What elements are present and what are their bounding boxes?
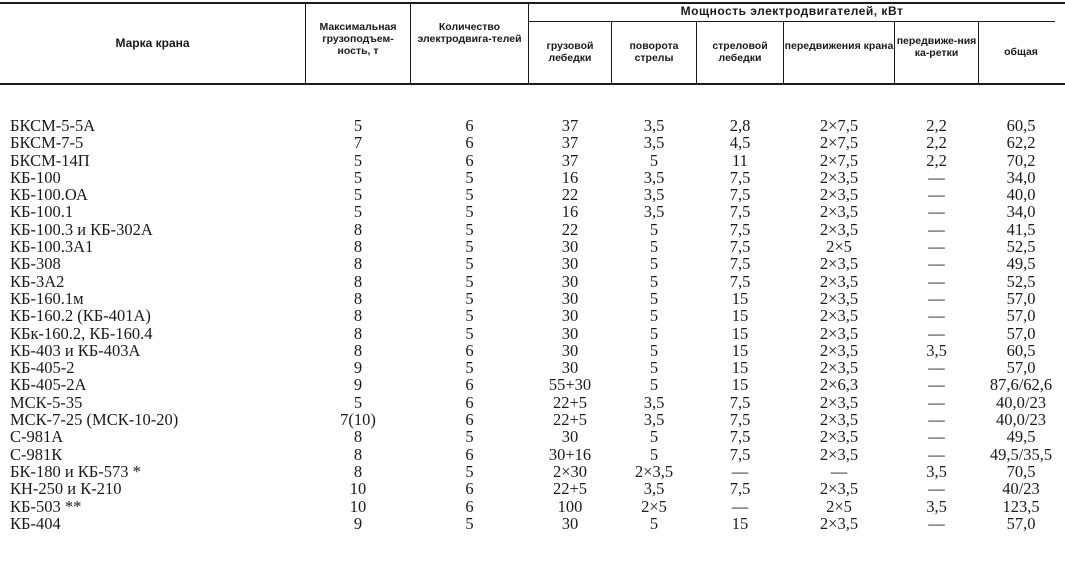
cell-trolley-travel: — xyxy=(928,479,945,499)
cell-trolley-travel: 3,5 xyxy=(926,461,947,481)
table-row xyxy=(0,307,1065,324)
cell-boom-rotation: 5 xyxy=(649,237,659,257)
cell-capacity: 5 xyxy=(353,116,363,135)
cell-brand: КБ-503 ** xyxy=(10,496,82,516)
cell-motor-count: 5 xyxy=(465,288,474,308)
cell-brand: КБ-308 xyxy=(10,254,61,274)
cell-brand: БК-180 и КБ-573 * xyxy=(10,461,141,481)
table-row xyxy=(0,394,1065,411)
cell-trolley-travel: — xyxy=(928,185,945,205)
cell-cargo-winch: 55+30 xyxy=(548,375,592,395)
cell-capacity: 5 xyxy=(353,202,363,222)
cell-motor-count: 6 xyxy=(465,116,474,135)
cell-boom-winch: 15 xyxy=(731,323,749,343)
cell-brand: БКСМ-7-5 xyxy=(10,133,84,153)
cell-trolley-travel: — xyxy=(928,271,945,291)
header-boom-winch: стреловой лебедки xyxy=(712,40,768,64)
cell-crane-travel: 2×3,5 xyxy=(819,185,859,205)
column-divider xyxy=(783,22,784,83)
cell-trolley-travel: — xyxy=(928,167,945,187)
header-total: общая xyxy=(1004,46,1038,58)
cell-cargo-winch: 16 xyxy=(561,167,579,187)
cell-crane-travel: 2×3,5 xyxy=(819,288,859,308)
table-row xyxy=(0,186,1065,203)
cell-crane-travel: 2×3,5 xyxy=(819,271,859,291)
cell-motor-count: 6 xyxy=(465,496,474,516)
cell-motor-count: 5 xyxy=(465,306,474,326)
cell-motor-count: 5 xyxy=(465,167,474,187)
table-row xyxy=(0,411,1065,428)
cell-cargo-winch: 16 xyxy=(561,202,579,222)
cell-crane-travel: 2×3,5 xyxy=(819,479,859,499)
cell-crane-travel: 2×3,5 xyxy=(819,392,859,412)
cell-trolley-travel: — xyxy=(928,444,945,464)
cell-crane-travel: 2×3,5 xyxy=(819,340,859,360)
cell-boom-rotation: 3,5 xyxy=(643,133,665,153)
cell-boom-rotation: 5 xyxy=(649,306,659,326)
cell-boom-winch: 7,5 xyxy=(729,237,751,257)
cell-trolley-travel: 2,2 xyxy=(926,133,947,153)
cell-cargo-winch: 100 xyxy=(557,496,583,516)
table-row xyxy=(0,169,1065,186)
cell-brand: КН-250 и К-210 xyxy=(10,479,122,499)
cell-total: 87,6/62,6 xyxy=(989,375,1053,395)
cell-motor-count: 5 xyxy=(465,271,474,291)
cell-brand: БКСМ-14П xyxy=(10,150,90,170)
cell-cargo-winch: 37 xyxy=(561,133,579,153)
cell-total: 70,2 xyxy=(1006,150,1036,170)
cell-total: 57,0 xyxy=(1006,306,1036,326)
table-row xyxy=(0,255,1065,272)
cell-brand: КБ-100 xyxy=(10,167,61,187)
cell-boom-winch: 11 xyxy=(732,150,748,170)
table-row xyxy=(0,515,1065,532)
cell-capacity: 9 xyxy=(353,358,363,378)
cell-motor-count: 6 xyxy=(465,479,474,499)
cell-motor-count: 6 xyxy=(465,444,474,464)
crane-table-body xyxy=(0,117,1065,532)
header-bottom-rule xyxy=(0,83,1065,85)
cell-crane-travel: 2×3,5 xyxy=(819,358,859,378)
cell-boom-winch: 7,5 xyxy=(729,167,751,187)
cell-cargo-winch: 22+5 xyxy=(552,392,588,412)
table-row xyxy=(0,238,1065,255)
cell-boom-rotation: 3,5 xyxy=(643,185,665,205)
cell-crane-travel: 2×3,5 xyxy=(819,306,859,326)
table-row xyxy=(0,203,1065,220)
cell-boom-rotation: 2×5 xyxy=(641,496,667,516)
table-row xyxy=(0,290,1065,307)
cell-boom-winch: 15 xyxy=(731,358,749,378)
cell-capacity: 8 xyxy=(353,461,363,481)
cell-crane-travel: 2×7,5 xyxy=(819,133,859,153)
cell-motor-count: 5 xyxy=(465,202,474,222)
cell-capacity: 8 xyxy=(353,427,363,447)
cell-boom-winch: 7,5 xyxy=(729,254,751,274)
cell-cargo-winch: 37 xyxy=(561,116,579,135)
table-row xyxy=(0,463,1065,480)
cell-boom-winch: 7,5 xyxy=(729,219,751,239)
cell-capacity: 9 xyxy=(353,513,363,533)
cell-motor-count: 5 xyxy=(465,513,474,533)
cell-trolley-travel: 3,5 xyxy=(926,340,947,360)
cell-trolley-travel: — xyxy=(928,219,945,239)
cell-total: 40/23 xyxy=(1002,479,1040,499)
cell-total: 41,5 xyxy=(1006,219,1036,239)
table-row xyxy=(0,134,1065,151)
cell-capacity: 5 xyxy=(353,185,363,205)
cell-brand: КБ-100.3А1 xyxy=(10,237,94,257)
cell-cargo-winch: 30 xyxy=(561,427,579,447)
cell-brand: МСК-5-35 xyxy=(10,392,83,412)
cell-capacity: 8 xyxy=(353,219,363,239)
cell-capacity: 7 xyxy=(353,133,363,153)
table-row xyxy=(0,342,1065,359)
cell-total: 123,5 xyxy=(1002,496,1040,516)
cell-motor-count: 5 xyxy=(465,219,474,239)
table-row xyxy=(0,273,1065,290)
cell-boom-rotation: 5 xyxy=(649,288,659,308)
cell-crane-travel: 2×3,5 xyxy=(819,254,859,274)
cell-total: 57,0 xyxy=(1006,513,1036,533)
cell-trolley-travel: — xyxy=(928,358,945,378)
table-row xyxy=(0,152,1065,169)
table-row xyxy=(0,221,1065,238)
cell-trolley-travel: — xyxy=(928,323,945,343)
cell-total: 49,5 xyxy=(1006,254,1036,274)
cell-boom-winch: 15 xyxy=(731,340,749,360)
cell-boom-rotation: 5 xyxy=(649,444,659,464)
cell-total: 40,0 xyxy=(1006,185,1036,205)
cell-trolley-travel: — xyxy=(928,513,945,533)
cell-boom-rotation: 5 xyxy=(649,513,659,533)
cell-capacity: 5 xyxy=(353,150,363,170)
cell-brand: БКСМ-5-5А xyxy=(10,116,96,135)
cell-capacity: 8 xyxy=(353,444,363,464)
cell-brand: КБ-160.1м xyxy=(10,288,84,308)
table-row xyxy=(0,428,1065,445)
cell-trolley-travel: — xyxy=(928,375,945,395)
cell-boom-winch: — xyxy=(731,496,749,516)
header-capacity: Максимальная грузоподъем-ность, т xyxy=(319,21,397,57)
cell-total: 34,0 xyxy=(1006,167,1036,187)
cell-cargo-winch: 22+5 xyxy=(552,410,588,430)
cell-crane-travel: 2×3,5 xyxy=(819,427,859,447)
cell-boom-winch: 4,5 xyxy=(729,133,751,153)
cell-total: 57,0 xyxy=(1006,288,1036,308)
cell-trolley-travel: — xyxy=(928,254,945,274)
table-row xyxy=(0,446,1065,463)
cell-boom-rotation: 5 xyxy=(649,219,659,239)
cell-capacity: 10 xyxy=(349,479,367,499)
cell-brand: КБ-100.1 xyxy=(10,202,74,222)
cell-motor-count: 5 xyxy=(465,323,474,343)
cell-trolley-travel: 2,2 xyxy=(926,150,947,170)
cell-motor-count: 6 xyxy=(465,410,474,430)
cell-crane-travel: 2×5 xyxy=(826,237,852,257)
cell-boom-rotation: 5 xyxy=(649,150,659,170)
cell-brand: КБ-100.ОА xyxy=(10,185,88,205)
cell-capacity: 8 xyxy=(353,323,363,343)
cell-crane-travel: 2×3,5 xyxy=(819,202,859,222)
cell-cargo-winch: 30+16 xyxy=(548,444,592,464)
cell-boom-rotation: 5 xyxy=(649,427,659,447)
cell-total: 57,0 xyxy=(1006,358,1036,378)
header-power-group: Мощность электродвигателей, кВт xyxy=(680,4,904,18)
cell-crane-travel: 2×3,5 xyxy=(819,323,859,343)
cell-cargo-winch: 30 xyxy=(561,358,579,378)
table-row xyxy=(0,117,1065,134)
cell-trolley-travel: — xyxy=(928,237,945,257)
cell-trolley-travel: — xyxy=(928,427,945,447)
cell-capacity: 8 xyxy=(353,306,363,326)
table-row xyxy=(0,325,1065,342)
cell-crane-travel: 2×6,3 xyxy=(819,375,859,395)
header-crane-travel: передвижения крана xyxy=(784,40,894,52)
table-row xyxy=(0,480,1065,497)
cell-motor-count: 6 xyxy=(465,340,474,360)
cell-boom-winch: 15 xyxy=(731,306,749,326)
cell-boom-rotation: 5 xyxy=(649,254,659,274)
cell-total: 40,0/23 xyxy=(996,410,1046,430)
cell-capacity: 5 xyxy=(353,392,363,412)
cell-boom-winch: — xyxy=(731,461,749,481)
cell-motor-count: 5 xyxy=(465,185,474,205)
cell-boom-winch: 7,5 xyxy=(729,479,751,499)
cell-motor-count: 6 xyxy=(465,150,474,170)
cell-crane-travel: 2×3,5 xyxy=(819,513,859,533)
cell-cargo-winch: 30 xyxy=(561,306,579,326)
cell-trolley-travel: — xyxy=(928,288,945,308)
cell-brand: КБ-100.3 и КБ-302А xyxy=(10,219,153,239)
table-row xyxy=(0,376,1065,393)
cell-motor-count: 5 xyxy=(465,237,474,257)
cell-boom-rotation: 5 xyxy=(649,271,659,291)
cell-total: 62,2 xyxy=(1006,133,1036,153)
cell-brand: КБ-160.2 (КБ-401А) xyxy=(10,306,151,326)
cell-capacity: 8 xyxy=(353,340,363,360)
cell-brand: КБ-3А2 xyxy=(10,271,65,291)
cell-crane-travel: — xyxy=(830,461,848,481)
cell-capacity: 8 xyxy=(353,254,363,274)
cell-boom-rotation: 3,5 xyxy=(643,116,665,135)
cell-crane-travel: 2×7,5 xyxy=(819,116,859,135)
header-motor-count: Количество электродвига-телей xyxy=(417,21,522,45)
cell-motor-count: 5 xyxy=(465,358,474,378)
cell-total: 49,5 xyxy=(1006,427,1036,447)
cell-boom-rotation: 5 xyxy=(649,375,659,395)
cell-cargo-winch: 2×30 xyxy=(552,461,588,481)
cell-boom-rotation: 3,5 xyxy=(643,167,665,187)
cell-crane-travel: 2×3,5 xyxy=(819,444,859,464)
cell-trolley-travel: — xyxy=(928,202,945,222)
cell-motor-count: 5 xyxy=(465,427,474,447)
table-row xyxy=(0,359,1065,376)
cell-cargo-winch: 30 xyxy=(561,237,579,257)
cell-total: 57,0 xyxy=(1006,323,1036,343)
cell-brand: С-981А xyxy=(10,427,64,447)
cell-boom-rotation: 3,5 xyxy=(643,392,665,412)
cell-motor-count: 6 xyxy=(465,133,474,153)
header-cargo-winch: грузовой лебедки xyxy=(546,40,594,64)
cell-crane-travel: 2×3,5 xyxy=(819,410,859,430)
cell-total: 52,5 xyxy=(1006,237,1036,257)
cell-total: 40,0/23 xyxy=(996,392,1046,412)
cell-capacity: 8 xyxy=(353,237,363,257)
cell-boom-winch: 7,5 xyxy=(729,185,751,205)
cell-crane-travel: 2×5 xyxy=(826,496,852,516)
cell-capacity: 5 xyxy=(353,167,363,187)
cell-capacity: 10 xyxy=(349,496,367,516)
cell-cargo-winch: 30 xyxy=(561,513,579,533)
cell-brand: КБк-160.2, КБ-160.4 xyxy=(10,323,153,343)
table-row xyxy=(0,498,1065,515)
cell-cargo-winch: 30 xyxy=(561,288,579,308)
cell-boom-winch: 7,5 xyxy=(729,444,751,464)
cell-motor-count: 5 xyxy=(465,254,474,274)
cell-total: 49,5/35,5 xyxy=(989,444,1053,464)
cell-boom-winch: 15 xyxy=(731,375,749,395)
cell-boom-rotation: 5 xyxy=(649,358,659,378)
cell-total: 60,5 xyxy=(1006,116,1036,135)
cell-motor-count: 6 xyxy=(465,392,474,412)
cell-boom-rotation: 3,5 xyxy=(643,202,665,222)
cell-brand: КБ-405-2 xyxy=(10,358,75,378)
cell-capacity: 8 xyxy=(353,288,363,308)
cell-brand: С-981К xyxy=(10,444,63,464)
cell-boom-winch: 7,5 xyxy=(729,202,751,222)
cell-capacity: 7(10) xyxy=(340,410,376,430)
cell-trolley-travel: 2,2 xyxy=(926,116,947,135)
cell-brand: МСК-7-25 (МСК-10-20) xyxy=(10,410,179,430)
cell-cargo-winch: 22+5 xyxy=(552,479,588,499)
cell-boom-winch: 7,5 xyxy=(729,427,751,447)
cell-cargo-winch: 30 xyxy=(561,340,579,360)
cell-crane-travel: 2×3,5 xyxy=(819,219,859,239)
cell-trolley-travel: — xyxy=(928,392,945,412)
cell-boom-rotation: 5 xyxy=(649,323,659,343)
cell-boom-winch: 2,8 xyxy=(729,116,751,135)
cell-trolley-travel: 3,5 xyxy=(926,496,947,516)
cell-cargo-winch: 30 xyxy=(561,271,579,291)
cell-capacity: 8 xyxy=(353,271,363,291)
cell-total: 60,5 xyxy=(1006,340,1036,360)
cell-boom-winch: 7,5 xyxy=(729,271,751,291)
cell-brand: КБ-403 и КБ-403А xyxy=(10,340,141,360)
cell-boom-rotation: 3,5 xyxy=(643,479,665,499)
cell-total: 70,5 xyxy=(1006,461,1036,481)
cell-boom-winch: 7,5 xyxy=(729,410,751,430)
cell-crane-travel: 2×3,5 xyxy=(819,167,859,187)
cell-brand: КБ-404 xyxy=(10,513,61,533)
cell-trolley-travel: — xyxy=(928,306,945,326)
cell-boom-rotation: 2×3,5 xyxy=(634,461,674,481)
cell-crane-travel: 2×7,5 xyxy=(819,150,859,170)
cell-trolley-travel: — xyxy=(928,410,945,430)
cell-cargo-winch: 30 xyxy=(561,254,579,274)
cell-boom-winch: 15 xyxy=(731,288,749,308)
header-boom-rotation: поворота стрелы xyxy=(629,40,679,64)
cell-cargo-winch: 30 xyxy=(561,323,579,343)
cell-motor-count: 5 xyxy=(465,461,474,481)
cell-capacity: 9 xyxy=(353,375,363,395)
cell-cargo-winch: 22 xyxy=(561,185,579,205)
cell-total: 52,5 xyxy=(1006,271,1036,291)
header-brand: Марка крана xyxy=(115,36,190,50)
cell-boom-winch: 15 xyxy=(731,513,749,533)
header-top-rule xyxy=(0,2,1065,4)
cell-total: 34,0 xyxy=(1006,202,1036,222)
power-group-rule xyxy=(528,21,1055,22)
cell-cargo-winch: 37 xyxy=(561,150,579,170)
cell-boom-rotation: 5 xyxy=(649,340,659,360)
cell-brand: КБ-405-2А xyxy=(10,375,87,395)
header-trolley-travel: передвиже-ния ка-ретки xyxy=(896,35,977,59)
cell-motor-count: 6 xyxy=(465,375,474,395)
cell-cargo-winch: 22 xyxy=(561,219,579,239)
cell-boom-rotation: 3,5 xyxy=(643,410,665,430)
cell-boom-winch: 7,5 xyxy=(729,392,751,412)
